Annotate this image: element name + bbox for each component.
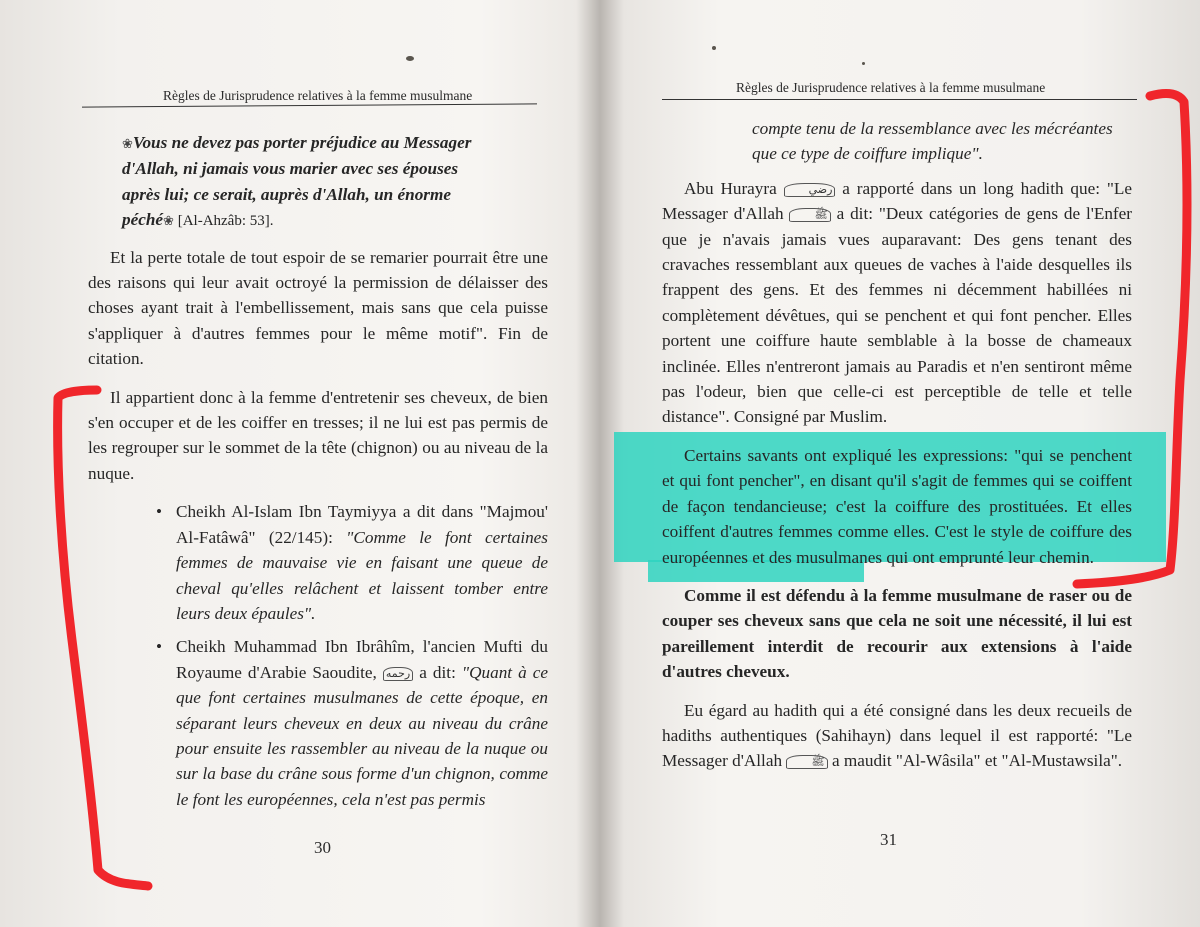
bullet-text: Cheikh Al-Islam Ibn Taymiyya a dit dans "Majmou' Al-Fatâwâ" (22/145):	[176, 502, 548, 547]
bold-paragraph: Comme il est défendu à la femme musulmane de raser ou de couper ses cheveux sans que cela ne soit une nécessité, il lui est pareillement interdit de recourir aux extensions à l'aide d'autres cheveux.	[662, 585, 1132, 682]
paragraph-text: a rapporté dans un long hadith que: "Le Messager d'Allah	[662, 178, 1132, 224]
left-body	[88, 130, 548, 812]
quote-line: après lui; ce serait, auprès d'Allah, un énorme	[122, 184, 451, 204]
honorific-calligraphy-icon: ﷺ	[786, 755, 827, 769]
highlighted-paragraph: Certains savants ont expliqué les expressions: "qui se penchent et qui font pencher", en disant qu'il s'agit de femmes qui se coiffent de façon tendancieuse; c'est la coiffure des prostituées. Et elles coiffent d'autres femmes comme elles. C'est le style de coiffure des européennes et des musulmanes qui ont emprunté leur chemin.	[662, 445, 1132, 567]
header-rule-left	[82, 103, 537, 107]
paragraph: Et la perte totale de tout espoir de se remarier pourrait être une des raisons qui leur avait octroyé la permission de délaisser des choses ayant trait à l'embellissement, mais sans que cela puisse s'appliquer à d'autres femmes pour le même motif". Fin de citation.	[88, 247, 548, 369]
quote-line: Vous ne devez pas porter préjudice au Messager	[132, 133, 472, 152]
running-head-left: Règles de Jurisprudence relatives à la femme musulmane	[163, 88, 473, 103]
quote-line: péché	[122, 210, 164, 230]
quote-line: que ce type de coiffure implique".	[752, 144, 983, 164]
quran-quote	[88, 130, 548, 235]
bullet-list	[88, 499, 548, 812]
left-page	[0, 0, 592, 927]
bullet-item	[156, 634, 548, 812]
quote-line: d'Allah, ni jamais vous marier avec ses épouses	[122, 159, 459, 179]
right-body	[662, 116, 1132, 774]
paragraph-text: Abu Hurayra	[684, 178, 784, 198]
running-head-right: Règles de Jurisprudence relatives à la femme musulmane	[736, 80, 1046, 95]
bullet-text: Cheikh Muhammad Ibn Ibrâhîm, l'ancien Mufti du Royaume d'Arabie Saoudite,	[176, 637, 548, 682]
paragraph-text: Eu égard au hadith qui a été consigné dans les deux recueils de hadiths authentiques (Sahihayn) dans lequel il est rapporté: "Le Messager d'Allah	[662, 700, 1132, 771]
paragraph-text: a dit: "Deux catégories de gens de l'Enfer que je n'avais jamais vues auparavant: Des gens tenant des cravaches ressemblant aux queues de vaches à l'aide desquelles ils frappent des gens. Et des femmes ni décemment habillées ni complètement dévêtues, qui se penchent et qui font pencher. Elles portent une coiffure haute semblable à la bosse de chameaux inclinée. Elles n'entreront jamais au Paradis et n'en sentiront même pas l'odeur, bien que celle-ci est perceptible de telle et telle distance". Consigné par Muslim.	[662, 204, 1132, 427]
paragraph-text: a maudit "Al-Wâsila" et "Al-Mustawsila".	[827, 751, 1123, 771]
bullet-quote: "Quant à ce que font certaines musulmanes de cette époque, en séparant leurs cheveux en deux au niveau du crâne pour ensuite les rassembler au niveau de la nuque ou sur la base du crâne sous forme d'un chignon, comme le font les européennes, cela n'est pas permis	[176, 662, 548, 809]
quote-continuation	[662, 116, 1132, 167]
paragraph: Il appartient donc à la femme d'entretenir ses cheveux, de bien s'en occuper et de les coiffer en tresses; il ne lui est pas permis de les regrouper sur le sommet de la tête (chignon) ou au niveau de la nuque.	[88, 387, 548, 483]
header-rule-right	[662, 99, 1137, 100]
paragraph	[662, 698, 1132, 774]
page-number-left: 30	[314, 838, 331, 857]
right-page	[608, 0, 1200, 927]
ornament-close-icon: ❀	[163, 213, 174, 229]
bullet-text: a dit:	[413, 662, 462, 682]
honorific-calligraphy-icon: رضي	[784, 183, 836, 197]
bullet-item	[156, 499, 548, 626]
paragraph	[662, 176, 1132, 430]
honorific-calligraphy-icon: رحمه	[383, 667, 413, 681]
bullet-icon: •	[156, 502, 163, 522]
ornament-open-icon: ❀	[122, 136, 133, 151]
bullet-icon: •	[156, 637, 163, 657]
page-number-right: 31	[880, 830, 897, 849]
bullet-quote: "Comme le font certaines femmes de mauvaise vie en faisant une queue de cheval qu'elles relâchent et laissent tomber entre leurs deux épaules".	[176, 527, 548, 623]
quote-line: compte tenu de la ressemblance avec les mécréantes	[752, 119, 1113, 138]
quote-reference: [Al-Ahzâb: 53].	[173, 213, 274, 230]
honorific-calligraphy-icon: ﷺ	[789, 208, 830, 222]
